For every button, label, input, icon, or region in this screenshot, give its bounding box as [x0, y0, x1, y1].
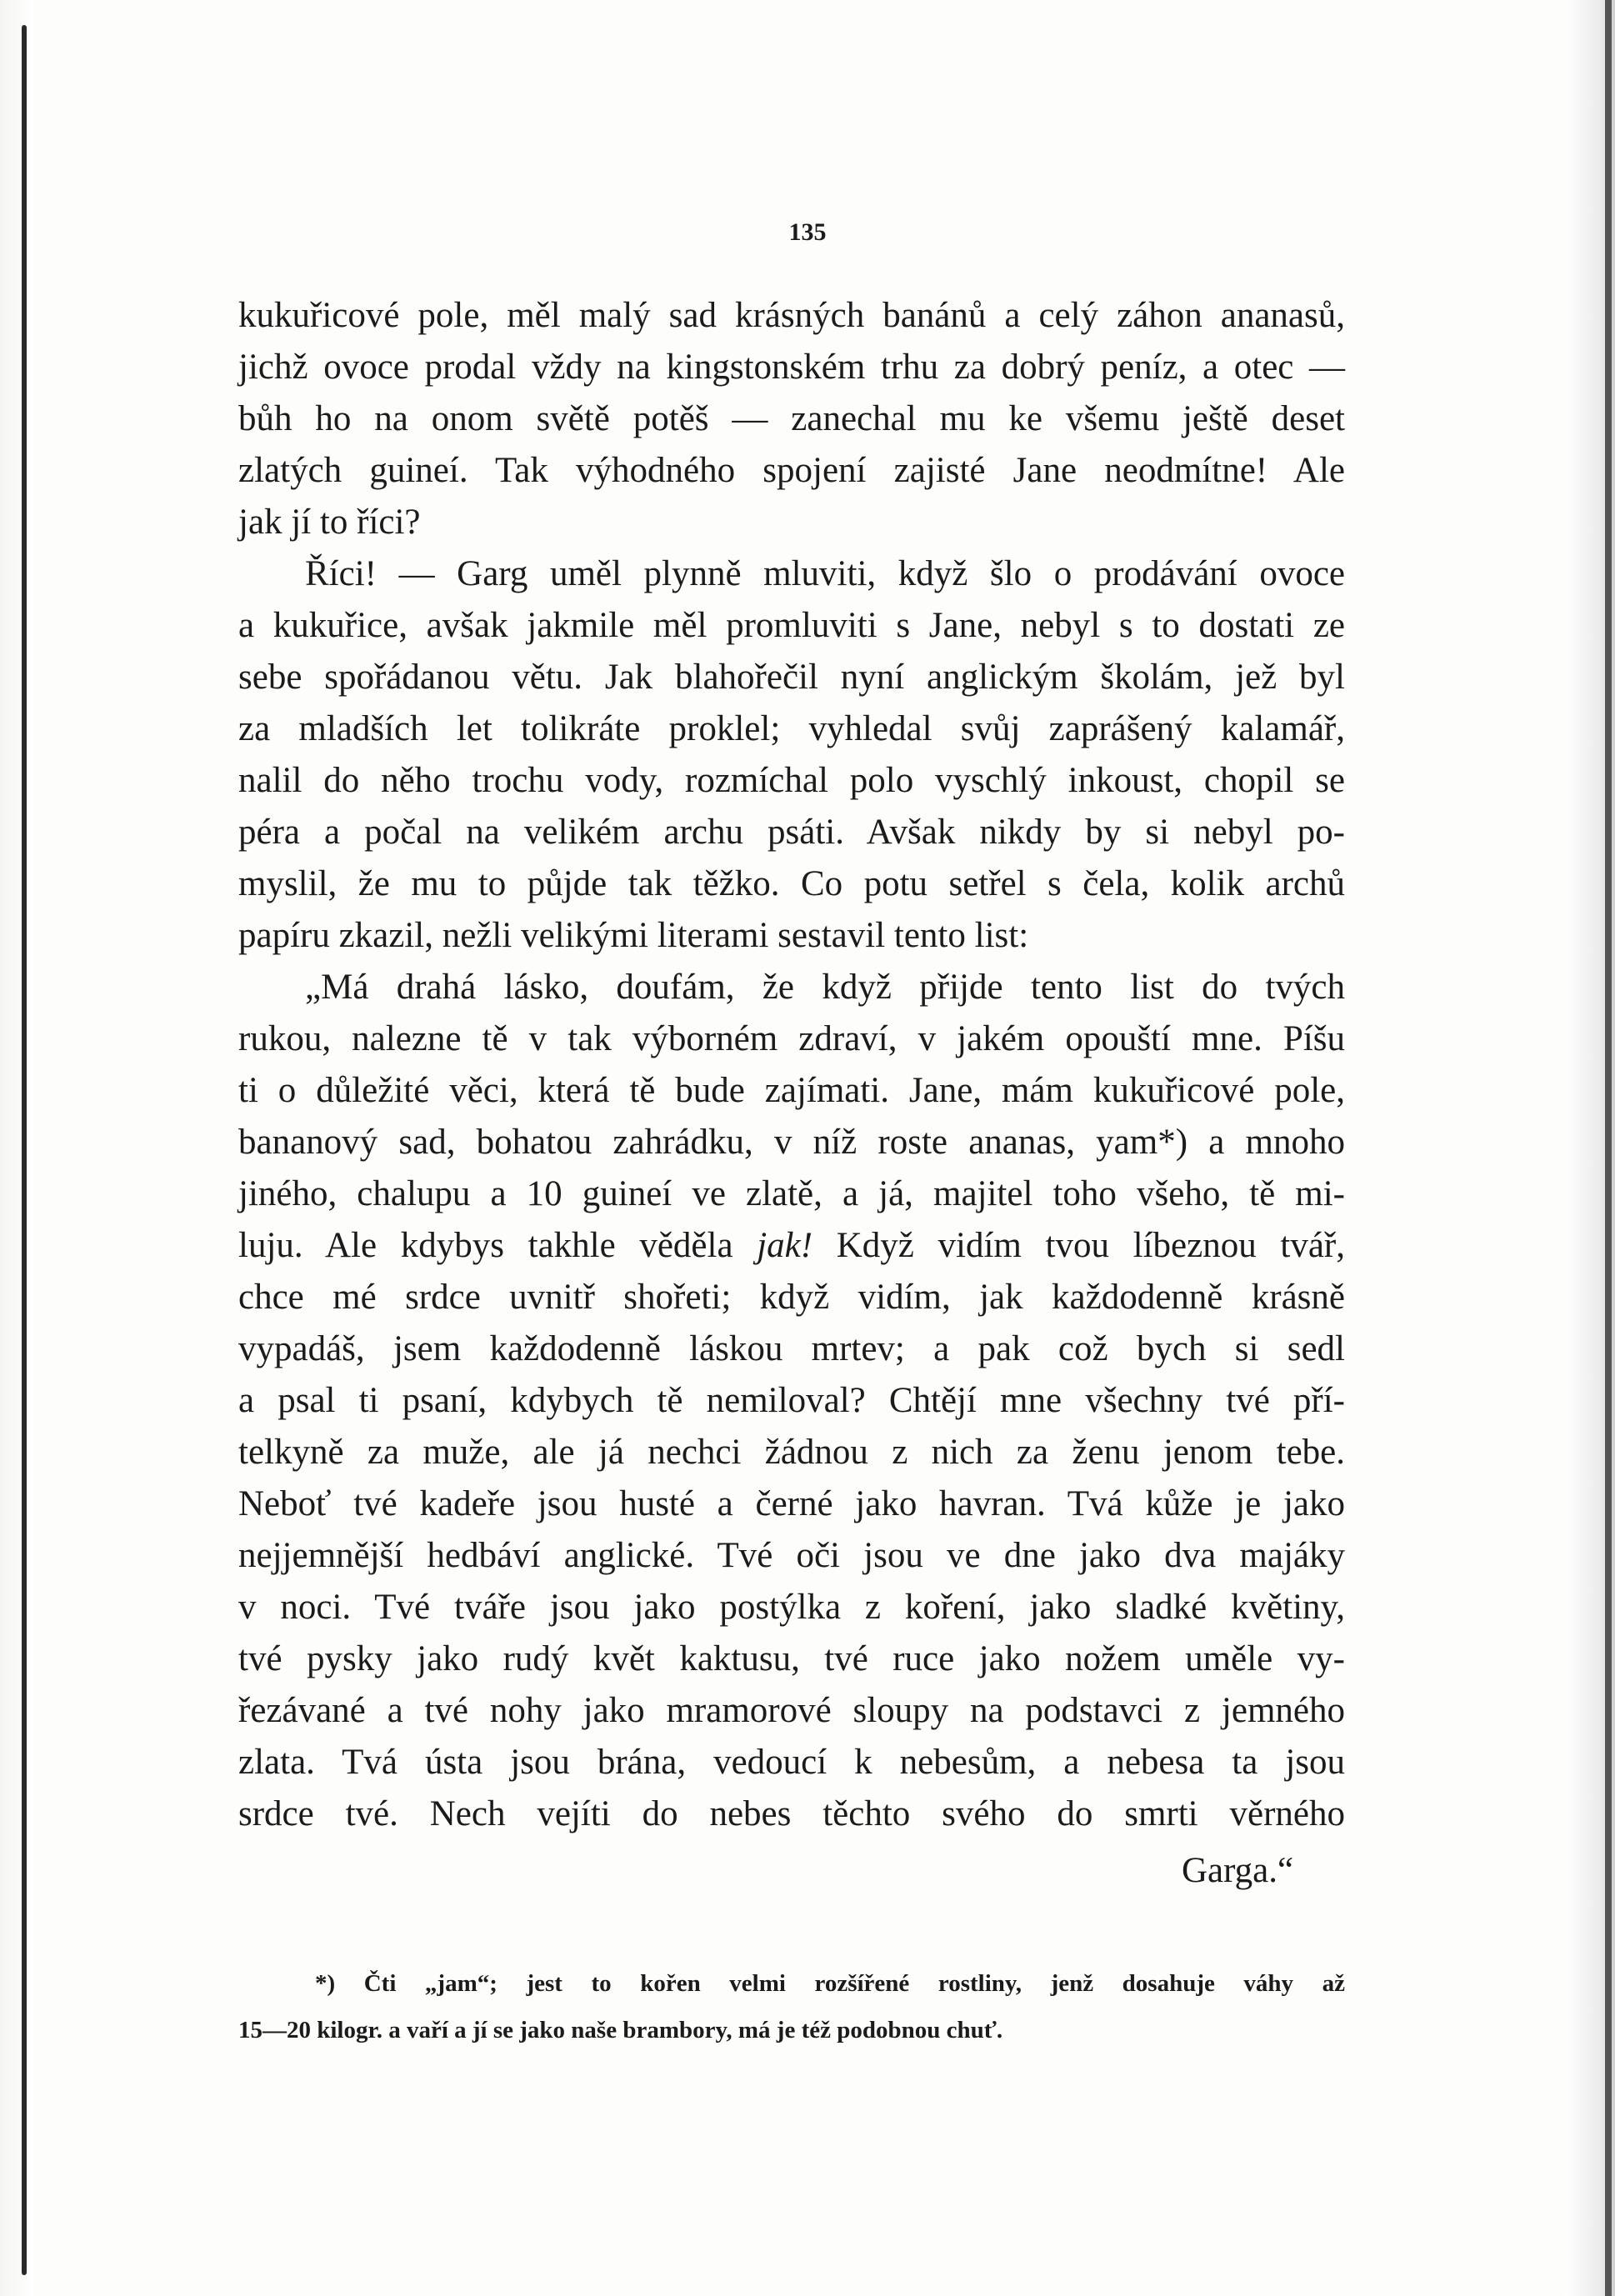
text-line: zlatých guineí. Tak výhodného spojení zajisté Jane neodmítne! Ale	[238, 451, 1345, 490]
letter-line: jiného, chalupu a 10 guineí ve zlatě, a já, majitel toho všeho, tě mi-	[238, 1174, 1345, 1213]
binding-shadow	[22, 25, 27, 2275]
text-line: myslil, že mu to půjde tak těžko. Co potu setřel s čela, kolik archů	[238, 864, 1345, 903]
footnote-line: 15—20 kilogr. a vaří a jí se jako naše brambory, má je též podobnou chuť.	[238, 2017, 1003, 2043]
text-line: jak jí to říci?	[238, 503, 421, 542]
text-line: sebe spořádanou větu. Jak blahořečil nyní anglickým školám, jež byl	[238, 658, 1345, 697]
text-line: bůh ho na onom světě potěš — zanechal mu ke všemu ještě deset	[238, 399, 1345, 438]
text-line: jichž ovoce prodal vždy na kingstonském trhu za dobrý peníz, a otec —	[238, 348, 1345, 387]
text-line: kukuřicové pole, měl malý sad krásných banánů a celý záhon ananasů,	[238, 296, 1345, 335]
page-left-edge	[0, 0, 33, 2296]
italic-word: jak!	[757, 1226, 813, 1265]
text-line: Říci! — Garg uměl plynně mluviti, když šlo o prodávání ovoce	[305, 554, 1345, 593]
letter-line: bananový sad, bohatou zahrádku, v níž roste ananas, yam*) a mnoho	[238, 1123, 1345, 1162]
letter-signature: Garga.“	[1182, 1851, 1294, 1890]
page-number: 135	[788, 218, 827, 246]
page-rim-shadow	[1605, 0, 1612, 2296]
letter-line: telkyně za muže, ale já nechci žádnou z nich za ženu jenom tebe.	[238, 1433, 1345, 1472]
letter-line: vypadáš, jsem každodenně láskou mrtev; a pak což bych si sedl	[238, 1329, 1345, 1368]
letter-line: srdce tvé. Nech vejíti do nebes těchto svého do smrti věrného	[238, 1794, 1345, 1833]
letter-line: a psal ti psaní, kdybych tě nemiloval? Chtějí mne všechny tvé pří-	[238, 1381, 1345, 1420]
letter-line: nejjemnější hedbáví anglické. Tvé oči jsou ve dne jako dva majáky	[238, 1536, 1345, 1575]
letter-line: chce mé srdce uvnitř shořeti; když vidím, jak každodenně krásně	[238, 1278, 1345, 1317]
letter-line: zlata. Tvá ústa jsou brána, vedoucí k nebesům, a nebesa ta jsou	[238, 1743, 1345, 1782]
letter-line: Neboť tvé kadeře jsou husté a černé jako havran. Tvá kůže je jako	[238, 1484, 1345, 1523]
footnote-line: *) Čti „jam“; jest to kořen velmi rozšířené rostliny, jenž dosahuje váhy až	[315, 1970, 1345, 1997]
page-right-edge	[1565, 0, 1615, 2296]
text-line: a kukuřice, avšak jakmile měl promluviti s Jane, nebyl s to dostati ze	[238, 606, 1345, 645]
body-text	[238, 290, 1345, 1840]
text-line: péra a počal na velikém archu psáti. Avšak nikdy by si nebyl po-	[238, 813, 1345, 852]
letter-line: v noci. Tvé tváře jsou jako postýlka z koření, jako sladké květiny,	[238, 1588, 1345, 1627]
letter-line: ti o důležité věci, která tě bude zajímati. Jane, mám kukuřicové pole,	[238, 1071, 1345, 1110]
letter-line: tvé pysky jako rudý květ kaktusu, tvé ruce jako nožem uměle vy-	[238, 1639, 1345, 1678]
letter-line-end: Když vidím tvou líbeznou tvář,	[812, 1226, 1345, 1265]
letter-line	[238, 1220, 1345, 1272]
text-line: nalil do něho trochu vody, rozmíchal polo vyschlý inkoust, chopil se	[238, 761, 1345, 800]
letter-line: řezávané a tvé nohy jako mramorové sloupy na podstavci z jemného	[238, 1691, 1345, 1730]
letter-line-start: luju. Ale kdybys takhle věděla	[238, 1226, 758, 1265]
text-line: papíru zkazil, nežli velikými literami sestavil tento list:	[238, 916, 1029, 955]
letter-line: „Má drahá lásko, doufám, že když přijde tento list do tvých	[305, 968, 1345, 1007]
letter-line: rukou, nalezne tě v tak výborném zdraví, v jakém opouští mne. Píšu	[238, 1019, 1345, 1058]
footnote	[238, 1960, 1345, 2053]
text-line: za mladších let tolikráte proklel; vyhledal svůj zaprášený kalamář,	[238, 709, 1345, 748]
